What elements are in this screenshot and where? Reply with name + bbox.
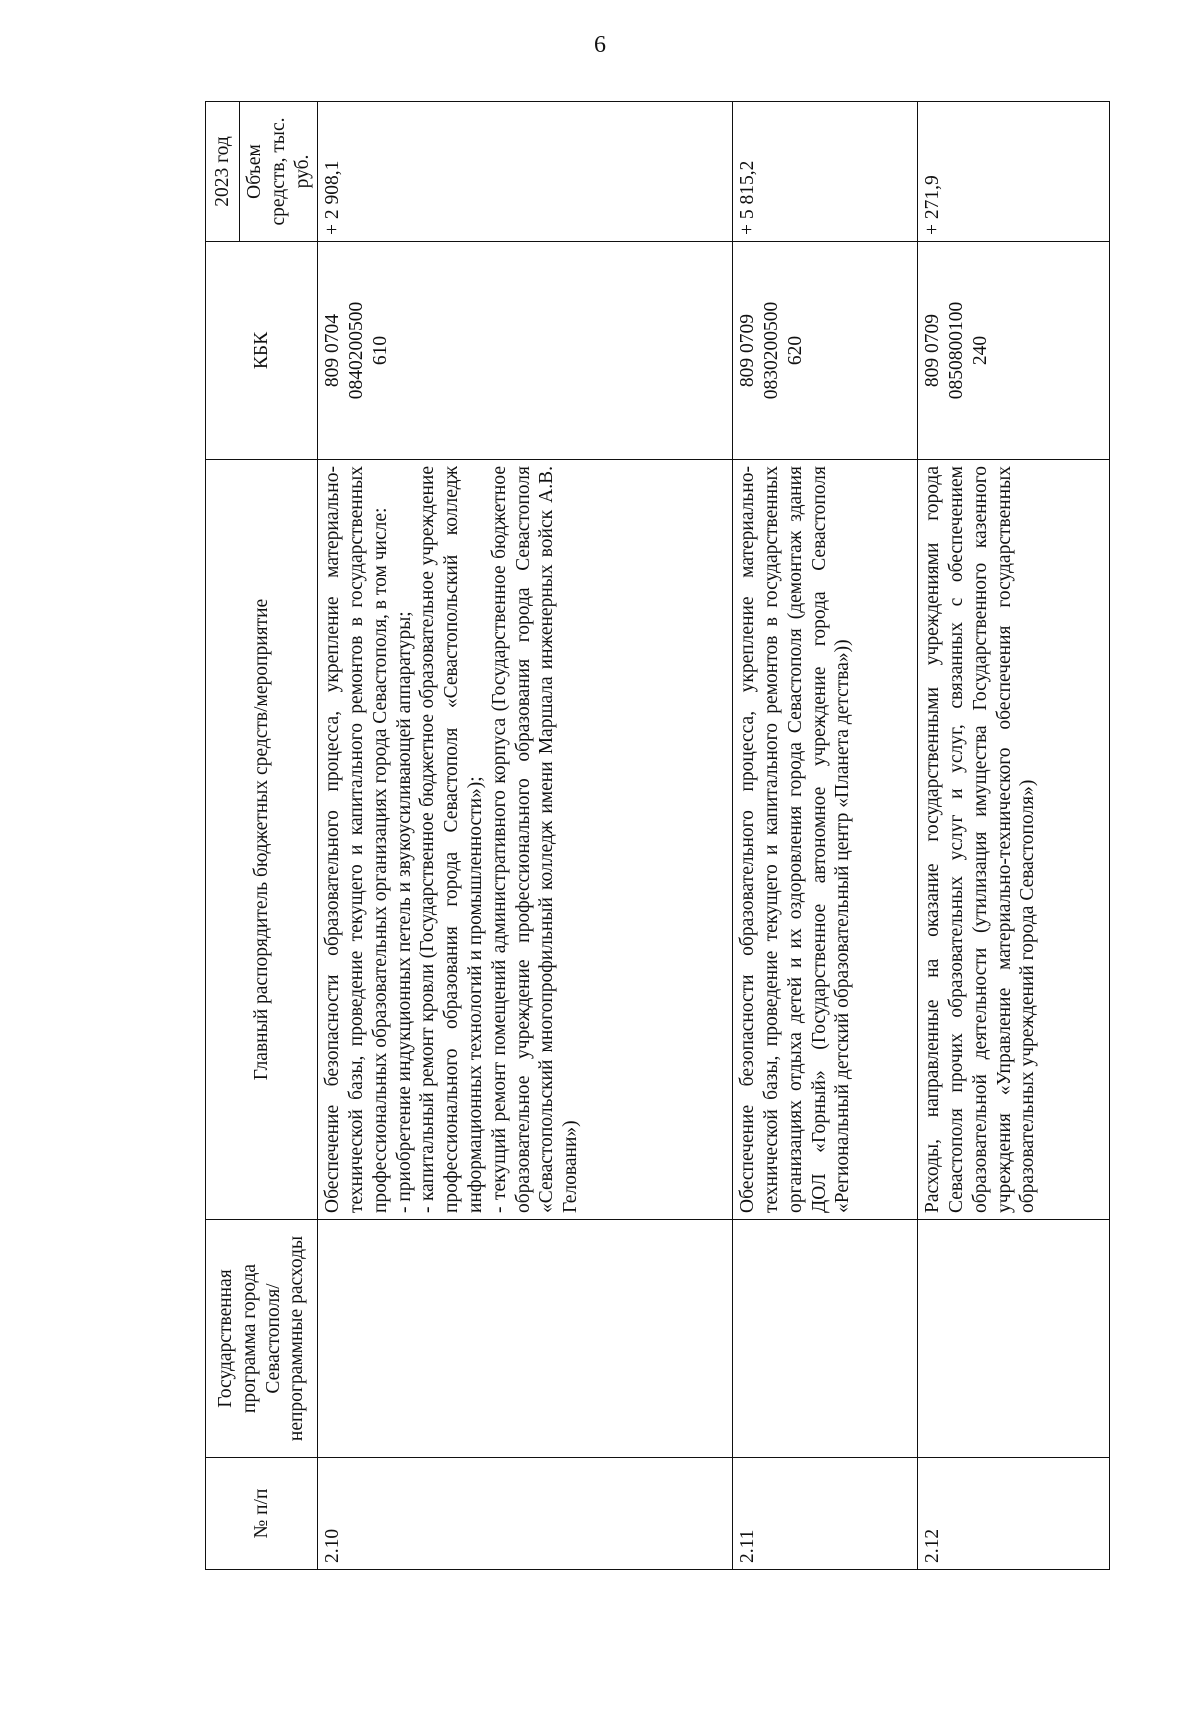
row-volume: + 271,9 (918, 102, 1110, 242)
header-program: Государственная программа города Севастополя/ непрограммные расходы (206, 1220, 318, 1458)
kbk-line: 0830200500 (761, 301, 783, 400)
description-line: - капитальный ремонт кровли (Государственное бюджетное образовательное учреждение профессионального образования города Севастополя «Севастопольский колледж информационных технологий и промышленности»); (417, 466, 487, 1213)
description-line: Расходы, направленные на оказание государственными учреждениями города Севастополя прочих образовательных услуг и услуг, связанных с обеспечением образовательной деятельности (утилизация имущества Государственного казенного учреждения «Управление материально-технического обеспечения государственных образовательных учреждений города Севастополя») (922, 466, 1039, 1213)
kbk-line: 0850800100 (946, 301, 968, 400)
row-kbk (733, 242, 918, 460)
table-header-row (206, 102, 240, 1570)
row-kbk (318, 242, 733, 460)
row-kbk (918, 242, 1110, 460)
budget-changes-table (205, 101, 1110, 1570)
table-row (733, 102, 918, 1570)
kbk-line: 809 0709 (737, 313, 759, 388)
description-line: - текущий ремонт помещений административного корпуса (Государственное бюджетное образовательное учреждение профессионального образования города Севастополя «Севастопольский многопрофильный колледж имени Маршала инженерных войск А.В. Геловани») (488, 466, 582, 1213)
row-description (318, 460, 733, 1220)
kbk-line: 809 0704 (322, 313, 344, 388)
row-volume: + 5 815,2 (733, 102, 918, 242)
kbk-line: 809 0709 (922, 313, 944, 388)
rotated-table-container (205, 102, 1105, 1570)
row-description (918, 460, 1110, 1220)
row-program (733, 1220, 918, 1458)
kbk-line: 610 (369, 335, 391, 366)
row-volume: + 2 908,1 (318, 102, 733, 242)
row-description (733, 460, 918, 1220)
description-line: - приобретение индукционных петель и звукоусиливающей аппаратуры; (393, 611, 415, 1213)
row-number: 2.10 (318, 1458, 733, 1570)
description-line: Обеспечение безопасности образовательного процесса, укрепление материально-технической базы, проведение текущего и капитального ремонтов в государственных организациях отдыха детей и их оздоровления города Севастополя (демонтаж здания ДОЛ «Горный» (Государственное автономное учреждение города Севастополя «Региональный детский образовательный центр «Планета детства»)) (737, 466, 854, 1213)
header-manager: Главный распорядитель бюджетных средств/мероприятие (206, 460, 318, 1220)
kbk-line: 620 (784, 335, 806, 366)
row-number: 2.12 (918, 1458, 1110, 1570)
page-number: 6 (594, 32, 606, 58)
kbk-line: 0840200500 (346, 301, 368, 400)
table-row (318, 102, 733, 1570)
header-num: № п/п (206, 1458, 318, 1570)
row-program (918, 1220, 1110, 1458)
description-line: Обеспечение безопасности образовательного процесса, укрепление материально-технической базы, проведение текущего и капитального ремонтов в государственных профессиональных образовательных организациях города Севастополя, в том числе: (322, 466, 391, 1213)
header-year: 2023 год (206, 102, 240, 242)
table-row (918, 102, 1110, 1570)
header-volume: Объем средств, тыс. руб. (240, 102, 318, 242)
header-kbk: КБК (206, 242, 318, 460)
kbk-line: 240 (969, 335, 991, 366)
row-number: 2.11 (733, 1458, 918, 1570)
row-program (318, 1220, 733, 1458)
